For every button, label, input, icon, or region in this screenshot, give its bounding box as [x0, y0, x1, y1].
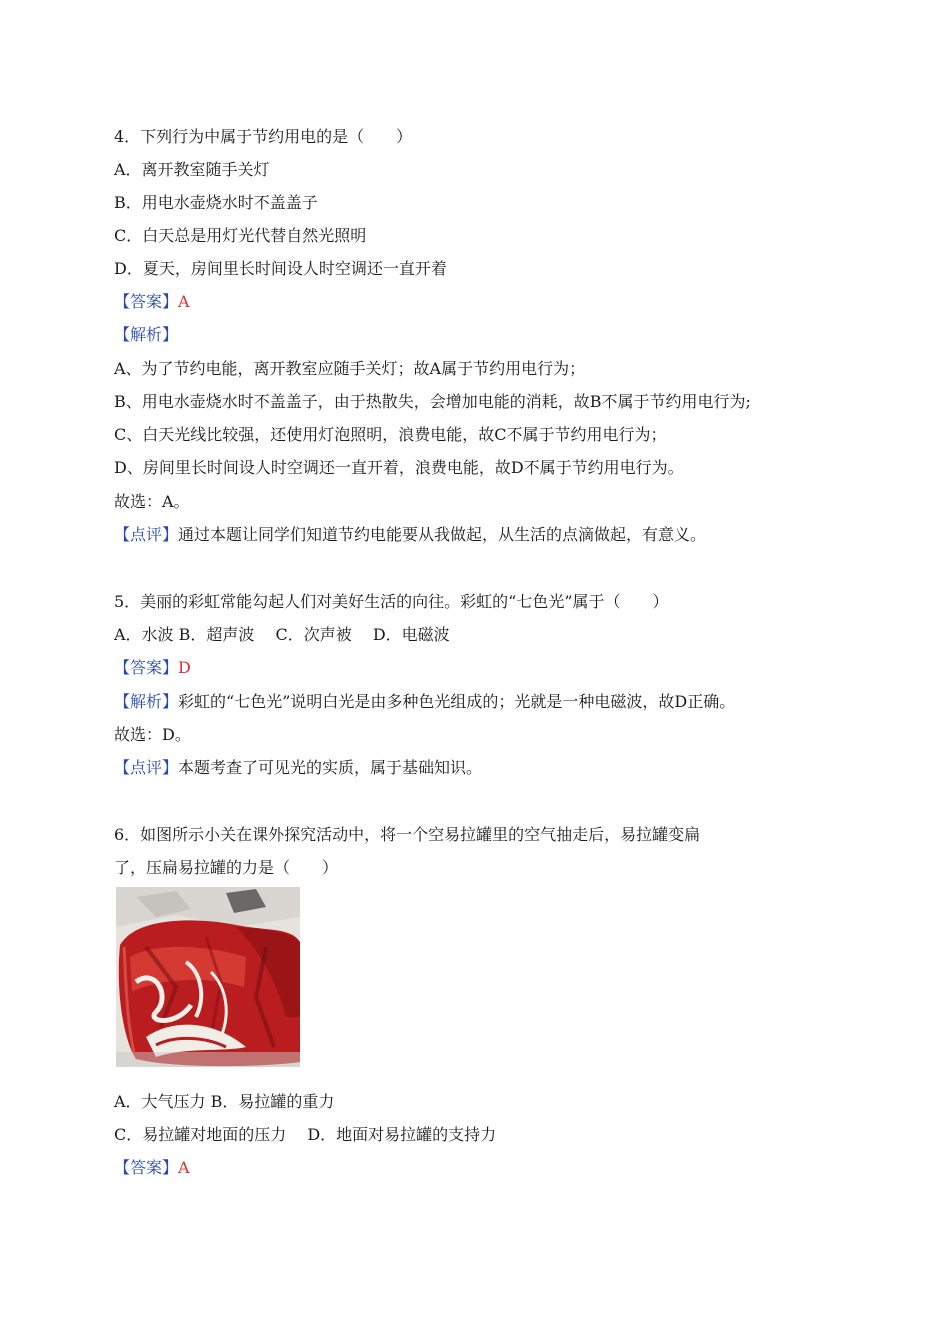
- q4-analysis-a: A、为了节约电能，离开教室应随手关灯；故A属于节约用电行为；: [114, 359, 586, 378]
- q4-analysis-b: B、用电水壶烧水时不盖盖子，由于热散失，会增加电能的消耗，故B不属于节约用电行为;: [114, 392, 751, 411]
- analysis-tag: 【解析】: [114, 325, 179, 344]
- comment-tag: 【点评】: [114, 758, 179, 777]
- answer-value: A: [178, 292, 190, 311]
- comment-text: 本题考查了可见光的实质，属于基础知识。: [178, 758, 483, 777]
- q6-options-line1: A．大气压力 B．易拉罐的重力: [114, 1092, 335, 1111]
- q5-comment: [114, 758, 482, 778]
- q4-option-a: A．离开教室随手关灯: [114, 160, 270, 179]
- crushed-can-image: [116, 887, 300, 1067]
- analysis-tag: 【解析】: [114, 692, 179, 711]
- q4-analysis-c: C、白天光线比较强，还使用灯泡照明，浪费电能，故C不属于节约用电行为；: [114, 425, 667, 444]
- answer-value: A: [178, 1158, 190, 1177]
- answer-tag: 【答案】: [114, 658, 179, 677]
- q5-analysis: [114, 692, 735, 712]
- comment-text: 通过本题让同学们知道节约电能要从我做起，从生活的点滴做起，有意义。: [178, 525, 707, 544]
- q5-stem: 5．美丽的彩虹常能勾起人们对美好生活的向往。彩虹的“七色光”属于（ ）: [114, 592, 669, 611]
- q6-stem-line1: 6．如图所示小关在课外探究活动中，将一个空易拉罐里的空气抽走后，易拉罐变扁: [114, 825, 701, 844]
- q4-comment: [114, 525, 706, 545]
- q4-analysis-d: D、房间里长时间设人时空调还一直开着，浪费电能，故D不属于节约用电行为。: [114, 458, 684, 477]
- answer-value: D: [178, 658, 191, 677]
- analysis-text: 彩虹的“七色光”说明白光是由多种色光组成的；光就是一种电磁波，故D正确。: [178, 692, 736, 711]
- q4-option-d: D．夏天，房间里长时间设人时空调还一直开着: [114, 259, 447, 278]
- q4-analysis-tag: [114, 325, 178, 345]
- q5-options: A．水波 B．超声波 C．次声被 D．电磁波: [114, 625, 450, 644]
- q5-choice: 故选：D。: [114, 725, 191, 744]
- q4-answer: [114, 292, 190, 312]
- q4-option-c: C．白天总是用灯光代替自然光照明: [114, 226, 367, 245]
- q6-stem-line2: 了，压扁易拉罐的力是（ ）: [114, 858, 339, 877]
- q4-choice: 故选：A。: [114, 492, 190, 511]
- q4-option-b: B．用电水壶烧水时不盖盖子: [114, 193, 318, 212]
- answer-tag: 【答案】: [114, 1158, 179, 1177]
- q6-options-line2: C．易拉罐对地面的压力 D．地面对易拉罐的支持力: [114, 1125, 497, 1144]
- q4-stem: 4．下列行为中属于节约用电的是（ ）: [114, 127, 413, 146]
- comment-tag: 【点评】: [114, 525, 179, 544]
- q6-answer: [114, 1158, 190, 1178]
- answer-tag: 【答案】: [114, 292, 179, 311]
- q5-answer: [114, 658, 191, 678]
